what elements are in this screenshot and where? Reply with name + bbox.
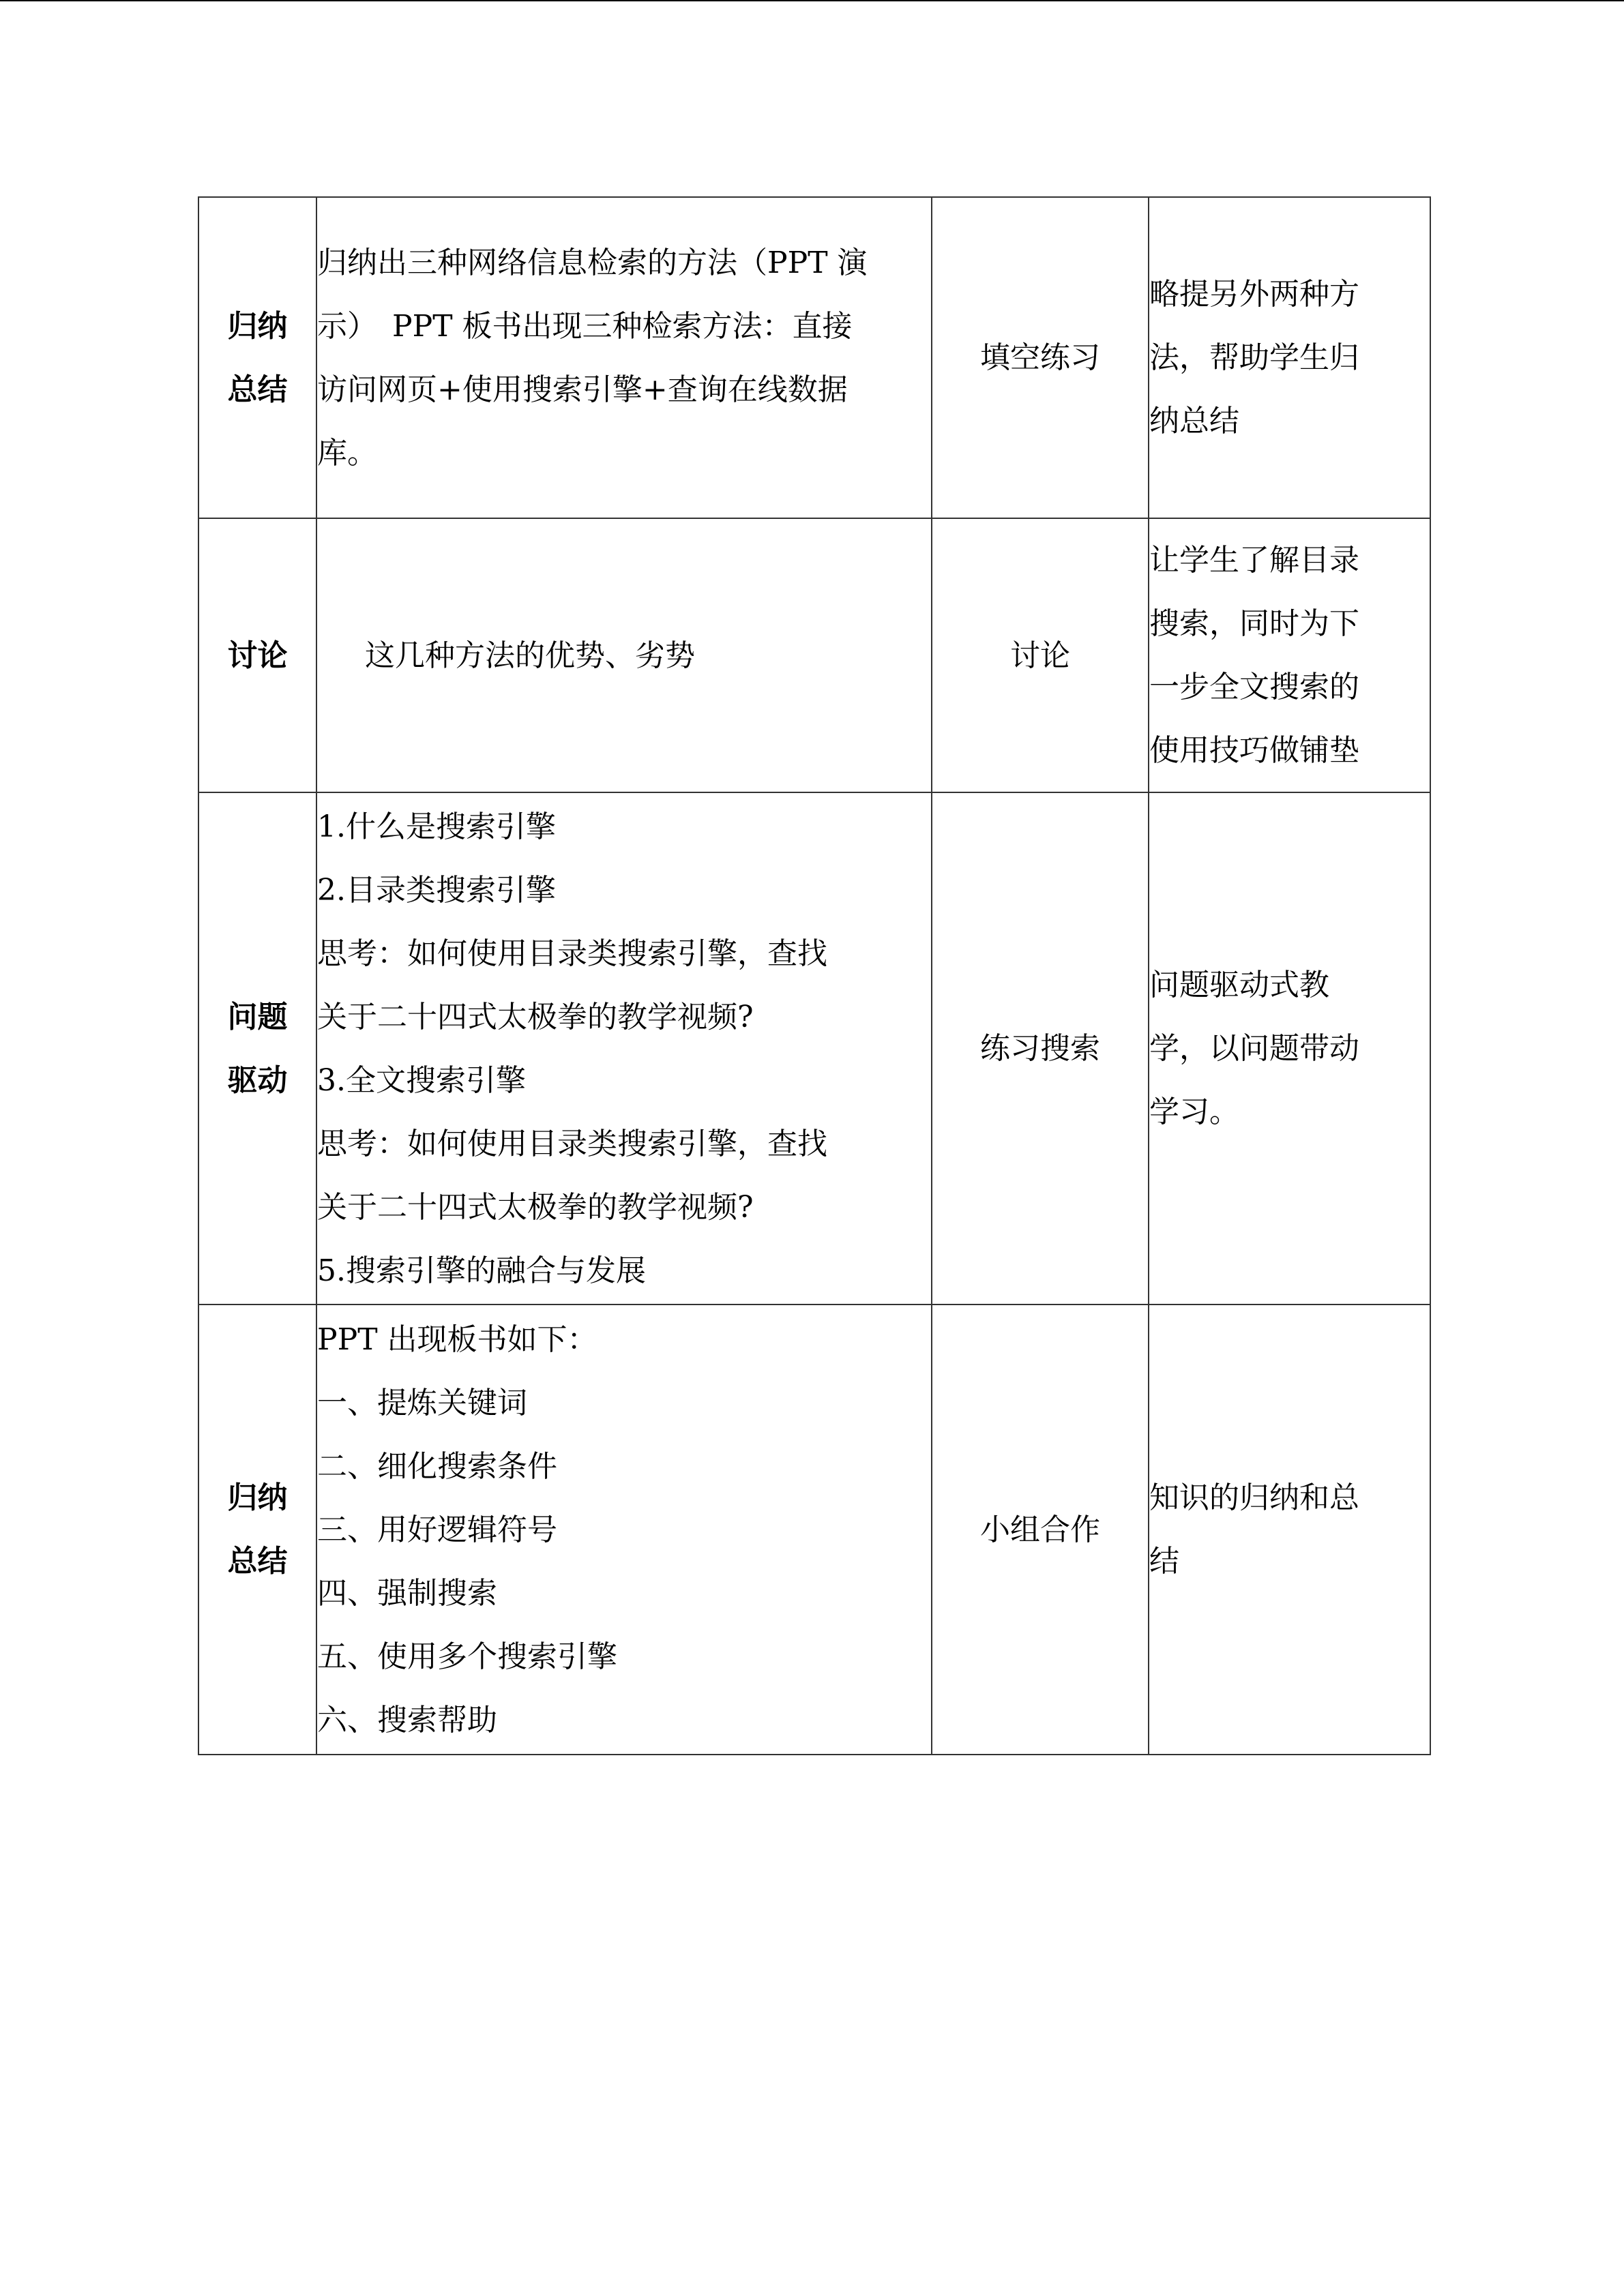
stage-label-line: 讨论 [227,638,288,673]
content-line: 思考：如何使用目录类搜索引擎，查找 [317,936,827,971]
intent-line: 法，帮助学生归 [1149,340,1359,375]
content-cell [316,518,932,792]
stage-label-line: 驱动 [227,1062,288,1098]
intent-line: 学习。 [1149,1094,1239,1129]
content-line: 这几种方法的优势、劣势 [365,638,695,673]
content-line: 六、搜索帮助 [317,1702,497,1738]
content-cell [316,1304,932,1755]
content-line: 1.什么是搜索引擎 [317,809,556,844]
content-line: 五、使用多个搜索引擎 [317,1639,617,1674]
activity-cell: 小组合作 [932,1304,1149,1755]
activity-cell: 讨论 [932,518,1149,792]
intent-line: 问题驱动式教 [1149,968,1329,1002]
content-cell [316,197,932,518]
content-line: 三、用好逻辑符号 [317,1512,557,1547]
intent-line: 使用技巧做铺垫 [1149,733,1359,768]
content-line: 2.目录类搜索引擎 [317,872,556,908]
content-line: 库。 [317,435,377,471]
stage-cell [198,197,316,518]
content-cell [316,792,932,1304]
intent-line: 纳总结 [1149,404,1239,438]
stage-label-line: 总结 [227,1544,288,1579]
intent-line: 结 [1149,1544,1179,1579]
table-row [198,792,1430,1304]
content-line: 示） PPT 板书出现三种检索方法：直接 [317,308,853,344]
stage-label-line: 归纳 [227,1480,288,1515]
stage-cell [198,1304,316,1755]
intent-line: 知识的归纳和总 [1149,1480,1359,1515]
activity-cell: 练习搜索 [932,792,1149,1304]
content-line: 归纳出三种网络信息检索的方法（PPT 演 [317,245,868,280]
content-line: 3.全文搜索引擎 [317,1062,526,1098]
stage-cell [198,792,316,1304]
content-line: 二、细化搜索条件 [317,1448,557,1484]
stage-label-line: 归纳 [227,308,288,344]
intent-line: 搜索，同时为下 [1149,606,1359,641]
stage-label-line: 总结 [227,372,288,407]
content-line: 关于二十四式太极拳的教学视频? [317,999,754,1034]
intent-line: 让学生了解目录 [1149,543,1359,578]
content-line: 一、提炼关键词 [317,1385,527,1420]
lesson-plan-table [198,196,1431,1755]
content-line: 四、强制搜索 [317,1575,497,1611]
intent-cell [1149,197,1430,518]
intent-line: 学，以问题带动 [1149,1031,1359,1066]
activity-cell: 填空练习 [932,197,1149,518]
intent-line: 一步全文搜索的 [1149,670,1359,704]
intent-cell [1149,792,1430,1304]
content-line: 5.搜索引擎的融合与发展 [317,1253,646,1288]
content-line: 关于二十四式太极拳的教学视频? [317,1189,754,1225]
page-top-border [0,0,1624,1]
intent-cell [1149,1304,1430,1755]
table-row [198,197,1430,518]
content-line: 思考：如何使用目录类搜索引擎，查找 [317,1126,827,1161]
content-line: 访问网页+使用搜索引擎+查询在线数据 [317,372,848,407]
stage-cell [198,518,316,792]
stage-label-line: 问题 [227,999,288,1034]
content-line: PPT 出现板书如下： [317,1322,597,1357]
table-row [198,1304,1430,1755]
intent-line: 略提另外两种方 [1149,277,1359,312]
table-row [198,518,1430,792]
intent-cell [1149,518,1430,792]
